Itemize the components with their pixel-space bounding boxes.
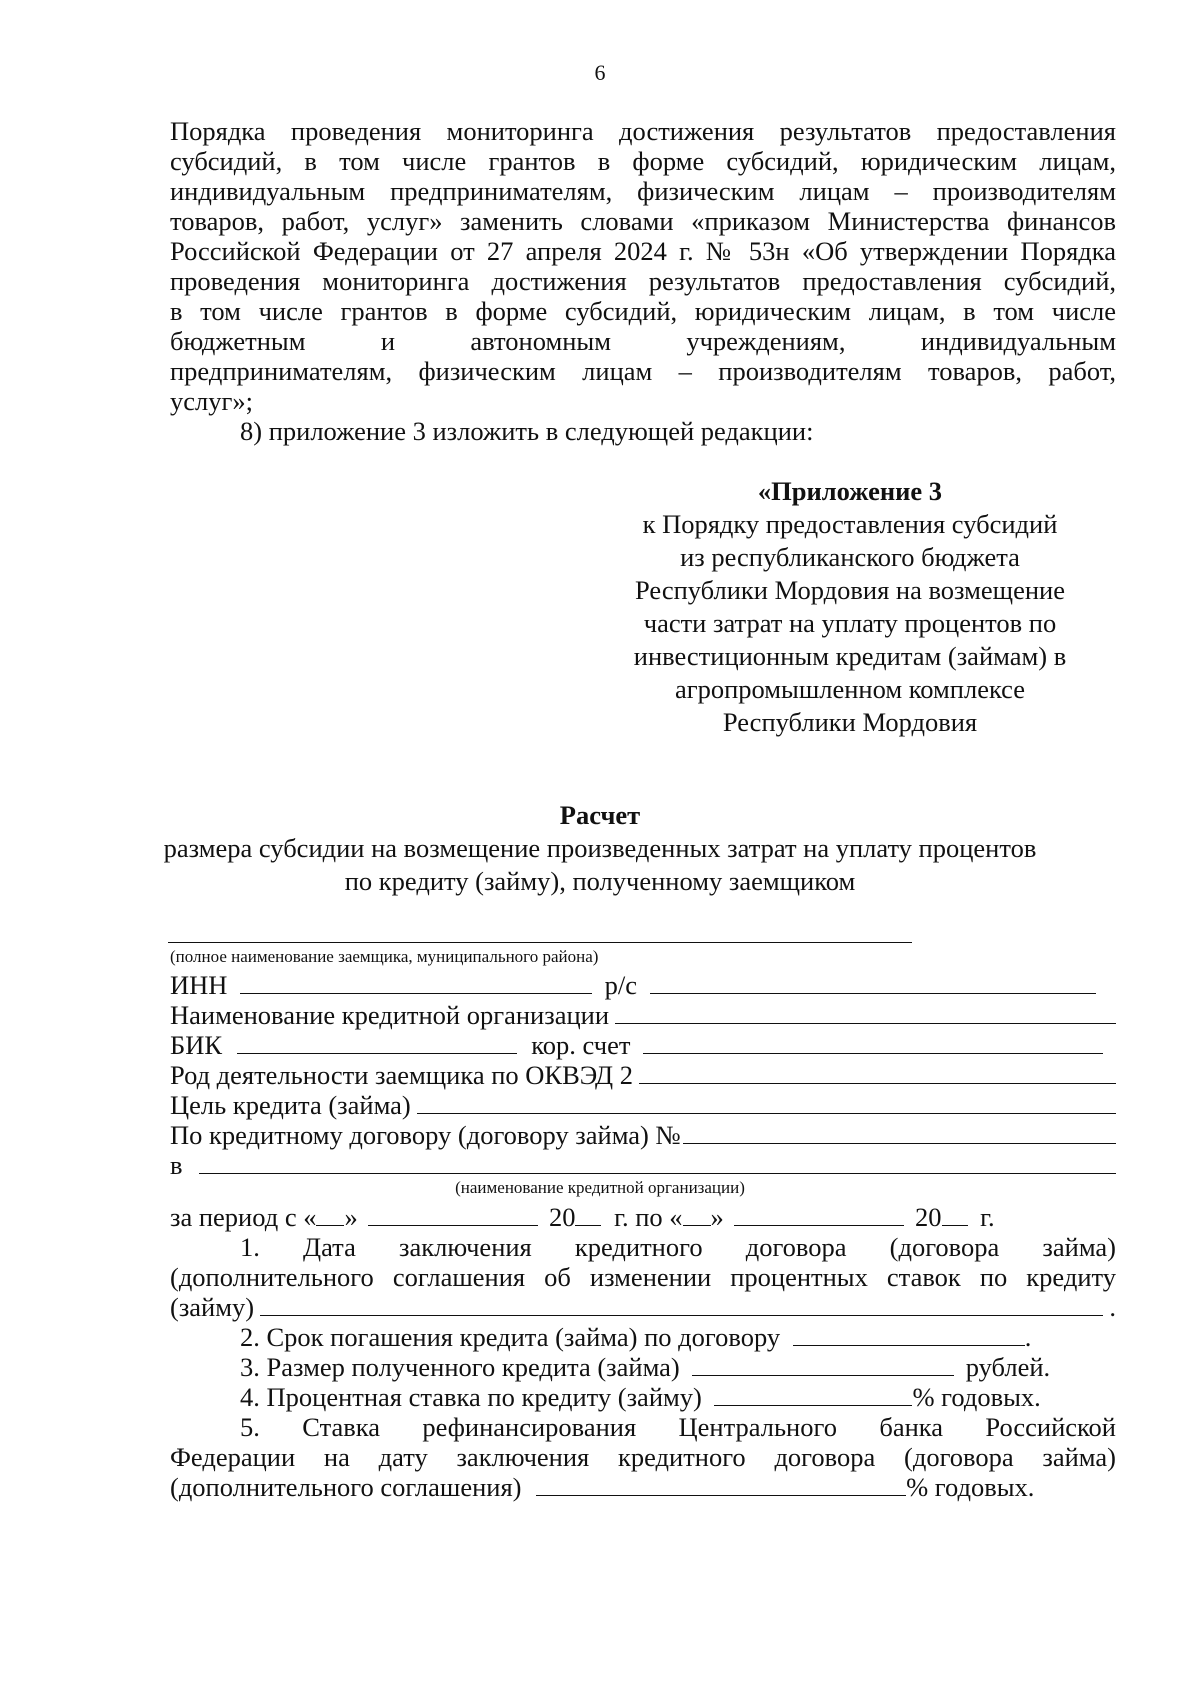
item-5-line-1: 5. Ставка рефинансирования Центрального банка Российской [240, 1412, 1116, 1442]
intro-line-10: услуг»; [170, 386, 253, 416]
corr-account-field[interactable] [643, 1031, 1103, 1054]
intro-line-7: в том числе грантов в форме субсидий, юридическим лицам, в том числе [170, 296, 1116, 326]
item-2-period: . [1024, 1322, 1032, 1352]
appendix-line-7: Республики Мордовия [722, 707, 978, 737]
intro-line-2: субсидий, в том числе грантов в форме субсидий, юридическим лицам, [170, 146, 1116, 176]
item-1-date-field[interactable] [260, 1293, 1103, 1316]
item-2-label: 2. Срок погашения кредита (займа) по договору [240, 1322, 781, 1352]
period-to-year-prefix: 20 [915, 1202, 942, 1232]
appendix-line-6: агропромышленном комплексе [674, 674, 1026, 704]
calc-title: Расчет [559, 800, 641, 830]
period-from-month-field[interactable] [368, 1203, 538, 1226]
item-2-term-field[interactable] [793, 1323, 1025, 1346]
item-1-period: . [1109, 1292, 1116, 1322]
item-5-unit: % годовых. [906, 1472, 1035, 1502]
period-from-year-prefix: 20 [548, 1202, 576, 1232]
item-4-rate-field[interactable] [714, 1383, 912, 1406]
item-5-line-2: Федерации на дату заключения кредитного договора (договора займа) [170, 1442, 1116, 1472]
intro-line-5: Российской Федерации от 27 апреля 2024 г. № 53н «Об утверждении Порядка [170, 236, 1116, 266]
period-to-day-field[interactable] [683, 1203, 711, 1226]
loan-purpose-field[interactable] [417, 1091, 1116, 1114]
loan-purpose-label: Цель кредита (займа) [170, 1090, 411, 1120]
appendix-line-1: к Порядку предоставления субсидий [642, 509, 1058, 539]
period-from-day-field[interactable] [316, 1203, 344, 1226]
period-from-year-field[interactable] [575, 1203, 601, 1226]
item-1-line-3-label: (займу) [170, 1292, 255, 1322]
item-1-line-1: 1. Дата заключения кредитного договора (договора займа) [240, 1232, 1116, 1262]
period-to-label: г. по « [614, 1202, 683, 1232]
appendix-line-2: из республиканского бюджета [680, 542, 1020, 572]
period-to-quote: » [710, 1202, 724, 1232]
item-4-label: 4. Процентная ставка по кредиту (займу) [240, 1382, 702, 1412]
bank-name-field[interactable] [615, 1001, 1116, 1024]
item-4-unit: % годовых. [912, 1382, 1041, 1412]
intro-line-4: товаров, работ, услуг» заменить словами «приказом Министерства финансов [170, 206, 1116, 236]
borrower-name-line[interactable] [168, 942, 912, 943]
account-label: р/с [604, 970, 638, 1000]
bank-in-label: в [170, 1150, 183, 1180]
calc-subtitle-2: по кредиту (займу), полученному заемщиком [344, 866, 856, 896]
appendix-line-4: части затрат на уплату процентов по [643, 608, 1057, 638]
period-to-month-field[interactable] [734, 1203, 904, 1226]
lender-field[interactable] [199, 1151, 1116, 1174]
account-field[interactable] [650, 971, 1096, 994]
appendix-title: «Приложение 3 [757, 476, 943, 506]
inn-label: ИНН [170, 970, 228, 1000]
borrower-name-caption: (полное наименование заемщика, муниципального района) [170, 947, 599, 966]
item-3-unit: рублей. [965, 1352, 1051, 1382]
appendix-line-3: Республики Мордовия на возмещение [635, 575, 1065, 605]
item-3-amount-field[interactable] [692, 1353, 954, 1376]
page-number: 6 [594, 60, 606, 85]
period-from-quote: » [344, 1202, 358, 1232]
item-5-rate-field[interactable] [536, 1473, 906, 1496]
intro-line-3: индивидуальным предпринимателям, физическим лицам – производителям [170, 176, 1116, 206]
item-3-label: 3. Размер полученного кредита (займа) [240, 1352, 680, 1382]
item-5-line-3-label: (дополнительного соглашения) [170, 1472, 522, 1502]
inn-field[interactable] [240, 971, 592, 994]
okved-field[interactable] [639, 1061, 1116, 1084]
corr-account-label: кор. счет [531, 1030, 631, 1060]
intro-line-1: Порядка проведения мониторинга достижения результатов предоставления [170, 116, 1116, 146]
contract-number-field[interactable] [683, 1121, 1116, 1144]
intro-line-6: проведения мониторинга достижения результатов предоставления субсидий, [170, 266, 1116, 296]
lender-caption: (наименование кредитной организации) [455, 1178, 745, 1197]
period-to-year-field[interactable] [942, 1203, 968, 1226]
bank-name-label: Наименование кредитной организации [170, 1000, 610, 1030]
bik-field[interactable] [237, 1031, 517, 1054]
bik-label: БИК [170, 1030, 223, 1060]
intro-line-8: бюджетным и автономным учреждениям, индивидуальным [170, 326, 1116, 356]
calc-subtitle-1: размера субсидии на возмещение произведенных затрат на уплату процентов [163, 833, 1037, 863]
okved-label: Род деятельности заемщика по ОКВЭД 2 [170, 1060, 633, 1090]
contract-number-label: По кредитному договору (договору займа) № [170, 1120, 681, 1150]
period-from-label: за период с « [170, 1202, 317, 1232]
item-8-text: 8) приложение 3 изложить в следующей редакции: [240, 416, 814, 446]
intro-line-9: предпринимателям, физическим лицам – производителям товаров, работ, [170, 356, 1116, 386]
item-1-line-2: (дополнительного соглашения об изменении процентных ставок по кредиту [170, 1262, 1116, 1292]
period-to-year-suffix: г. [980, 1202, 995, 1232]
appendix-line-5: инвестиционным кредитам (займам) в [633, 641, 1067, 671]
